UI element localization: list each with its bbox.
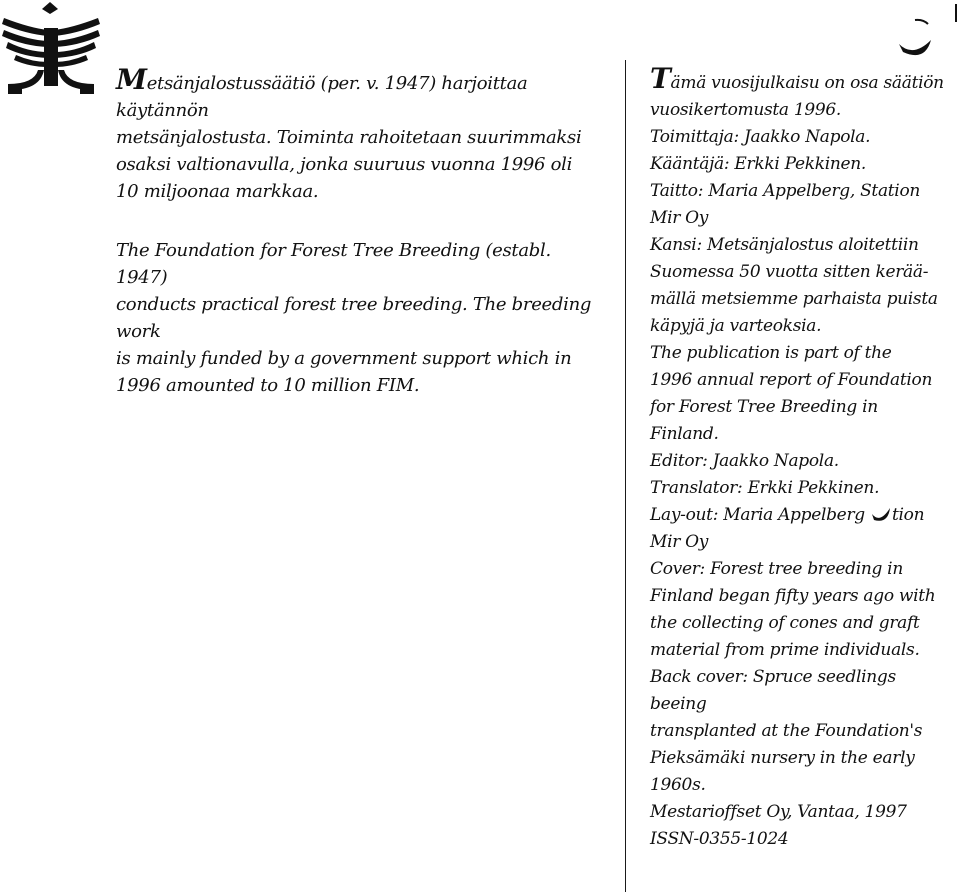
- colophon-english-line: Translator: Erkki Pekkinen.: [650, 478, 880, 498]
- colophon-english-line: 1960s.: [650, 775, 706, 795]
- finnish-note-line: osaksi valtionavulla, jonka suuruus vuonna 1996 oli: [116, 154, 573, 175]
- colophon-finnish-line: Taitto: Maria Appelberg, Station: [650, 181, 921, 201]
- colophon-english-line: the collecting of cones and graft: [650, 613, 920, 633]
- colophon-dropcap: T: [650, 62, 671, 95]
- colophon-finnish-line: vuosikertomusta 1996.: [650, 100, 842, 120]
- colophon-english-line: Lay-out: Maria Appelberg: [650, 505, 870, 525]
- foundation-logo: [0, 0, 102, 98]
- colophon-english-line: Back cover: Spruce seedlings beeing: [650, 667, 896, 714]
- colophon-english-line: Mir Oy: [650, 532, 709, 552]
- foundation-description: [116, 63, 606, 399]
- colophon-english-line: Finland began fifty years ago with: [650, 586, 936, 606]
- finnish-note-line: metsänjalostusta. Toiminta rahoitetaan suurimmaksi: [116, 127, 582, 148]
- colophon-english-line: transplanted at the Foundation's: [650, 721, 923, 741]
- english-note-line: 1996 amounted to 10 million FIM.: [116, 375, 420, 396]
- colophon-english-line: Cover: Forest tree breeding in: [650, 559, 903, 579]
- colophon-finnish-line: mällä metsiemme parhaista puista: [650, 289, 938, 309]
- colophon-finnish-line: Toimittaja: Jaakko Napola.: [650, 127, 871, 147]
- printer-info: [650, 799, 950, 853]
- colophon-english-line: The publication is part of the: [650, 343, 892, 363]
- scan-mark-top: [895, 18, 935, 62]
- finnish-note-line: etsänjalostussäätiö (per. v. 1947) harjoittaa käytännön: [116, 73, 528, 121]
- printer-line: Mestarioffset Oy, Vantaa, 1997: [650, 802, 907, 822]
- colophon-english: [650, 340, 950, 799]
- colophon-finnish-line: Kääntäjä: Erkki Pekkinen.: [650, 154, 867, 174]
- colophon-english-line: Pieksämäki nursery in the early: [650, 748, 915, 768]
- colophon: [650, 62, 950, 853]
- colophon-finnish-line: käpyjä ja varteoksia.: [650, 316, 822, 336]
- colophon-english-line: material from prime individuals.: [650, 640, 920, 660]
- colophon-finnish-line: Kansi: Metsänjalostus aloitettiin: [650, 235, 919, 255]
- finnish-note-line: 10 miljoonaa markkaa.: [116, 181, 319, 202]
- colophon-finnish-line: Mir Oy: [650, 208, 709, 228]
- issn-line: ISSN-0355-1024: [650, 829, 789, 849]
- english-note-line: is mainly funded by a government support which in: [116, 348, 572, 369]
- colophon-english-line: Editor: Jaakko Napola.: [650, 451, 839, 471]
- colophon-english-line: 1996 annual report of Foundation: [650, 370, 933, 390]
- column-divider: [625, 60, 626, 892]
- colophon-english-line: for Forest Tree Breeding in: [650, 397, 878, 417]
- colophon-finnish-line: Suomessa 50 vuotta sitten kerää-: [650, 262, 929, 282]
- colophon-english-line: Finland.: [650, 424, 719, 444]
- english-note-line: The Foundation for Forest Tree Breeding (establ. 1947): [116, 240, 551, 288]
- english-note-line: conducts practical forest tree breeding. The breeding work: [116, 294, 592, 342]
- finnish-dropcap: M: [116, 63, 147, 96]
- scan-mark-edge: [952, 2, 960, 24]
- finnish-note: [116, 63, 606, 205]
- colophon-english-line-tail: tion: [891, 505, 925, 525]
- scan-blot-mark: [870, 502, 892, 524]
- colophon-finnish-line: ämä vuosijulkaisu on osa säätiön: [670, 73, 944, 93]
- english-note: [116, 237, 606, 399]
- colophon-finnish: [650, 62, 950, 340]
